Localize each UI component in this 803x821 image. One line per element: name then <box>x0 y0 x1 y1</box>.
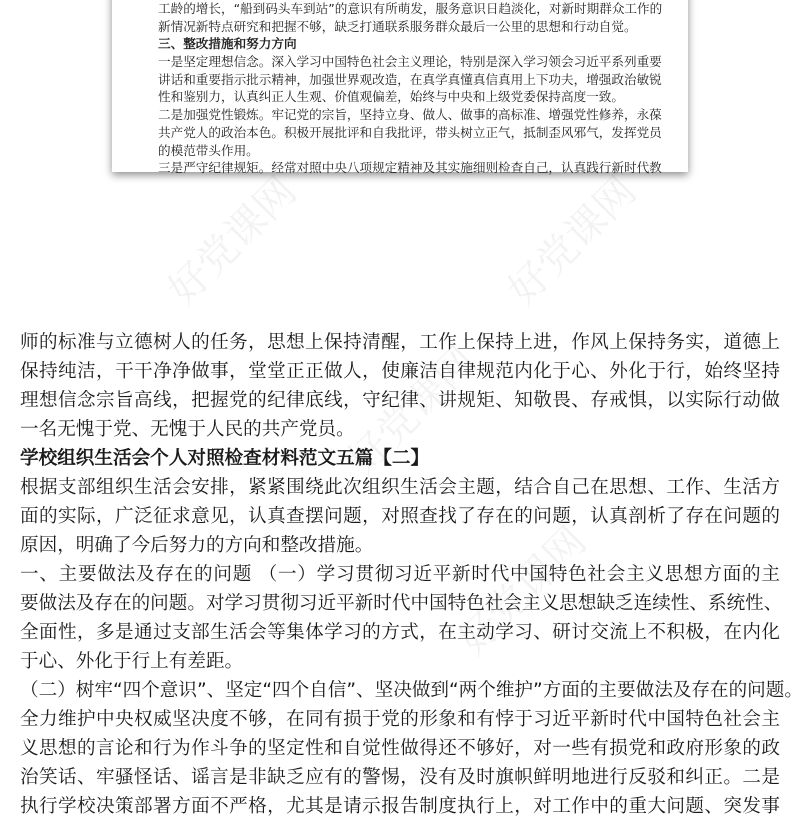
body-line: 全面性，多是通过支部生活会等集体学习的方式，在主动学习、研讨交流上不积极，在内化 <box>20 622 780 643</box>
preview-line: 的模范带头作用。 <box>158 142 259 158</box>
preview-text <box>158 0 663 177</box>
body-line: 面的实际，广泛征求意见，认真查摆问题，对照查找了存在的问题，认真剖析了存在问题的 <box>20 506 780 527</box>
watermark: 好党课网 <box>159 168 306 314</box>
document-body <box>20 328 803 821</box>
body-line: 要做法及存在的问题。对学习贯彻习近平新时代中国特色社会主义思想缺乏连续性、系统性、 <box>20 593 783 614</box>
preview-line: 工龄的增长，“船到码头车到站”的意识有所萌发，服务意识日趋淡化，对新时期群众工作的 <box>158 1 663 16</box>
body-line: 义思想的言论和行为作斗争的坚定性和自觉性做得还不够好，对一些有损党和政府形象的政 <box>20 738 780 759</box>
preview-line: 二是加强党性锻炼。牢记党的宗旨，坚持立身、做人、做事的高标准、增强党性修养，永葆 <box>158 107 662 123</box>
body-line: 执行学校决策部署方面不严格，尤其是请示报告制度执行上，对工作中的重大问题、突发事 <box>20 796 780 817</box>
body-line: 治笑话、牢骚怪话、谣言是非缺乏应有的警惕，没有及时旗帜鲜明地进行反驳和纠正。二是 <box>20 767 780 788</box>
body-line: 原因，明确了今后努力的方向和整改措施。 <box>20 535 374 556</box>
body-line: 师的标准与立德树人的任务，思想上保持清醒，工作上保持上进，作风上保持务实，道德上 <box>20 332 780 353</box>
preview-line: 性和鉴别力，认真纠正人生观、价值观偏差，始终与中央和上级党委保持高度一致。 <box>158 89 624 105</box>
section-title: 学校组织生活会个人对照检查材料范文五篇【二】 <box>20 448 430 469</box>
watermark: 好党课网 <box>449 518 596 664</box>
body-line: （二）树牢“四个意识”、坚定“四个自信”、坚决做到“两个维护”方面的主要做法及存在的问题。 <box>20 680 803 701</box>
preview-heading: 三、整改措施和努力方向 <box>158 36 297 52</box>
preview-line: 共产党人的政治本色。积极开展批评和自我批评，带头树立正气，抵制歪风邪气，发挥党员 <box>158 124 662 140</box>
body-line: 保持纯洁，干干净净做事，堂堂正正做人，使廉洁自律规范内化于心、外化于行，始终坚持 <box>20 361 780 382</box>
body-line: 一、主要做法及存在的问题 （一）学习贯彻习近平新时代中国特色社会主义思想方面的主 <box>20 564 780 585</box>
watermark: 好党课网 <box>499 168 646 314</box>
body-line: 一名无愧于党、无愧于人民的共产党员。 <box>20 419 355 440</box>
body-line: 于心、外化于行上有差距。 <box>20 651 244 672</box>
preview-line: 一是坚定理想信念。深入学习中国特色社会主义理论，特别是深入学习领会习近平系列重要 <box>158 54 662 70</box>
body-line: 根据支部组织生活会安排，紧紧围绕此次组织生活会主题，结合自己在思想、工作、生活方 <box>20 477 780 498</box>
body-line: 全力维护中央权威坚决度不够，在同有损于党的形象和有悖于习近平新时代中国特色社会主 <box>20 709 780 730</box>
document-preview-card <box>112 0 688 176</box>
watermark: 好党课网 <box>339 338 486 484</box>
preview-line: 新情况新特点研究和把握不够，缺乏打通联系服务群众最后一公里的思想和行动自觉。 <box>158 18 637 34</box>
preview-line: 三是严守纪律规矩。经常对照中央八项规定精神及其实施细则检查自己，认真践行新时代教 <box>158 160 662 176</box>
preview-line: 讲话和重要指示批示精神，加强世界观改造，在真学真懂真信真用上下功夫，增强政治敏锐 <box>158 71 662 87</box>
body-line: 理想信念宗旨高线，把握党的纪律底线，守纪律、讲规矩、知敬畏、存戒惧，以实际行动做 <box>20 390 780 411</box>
